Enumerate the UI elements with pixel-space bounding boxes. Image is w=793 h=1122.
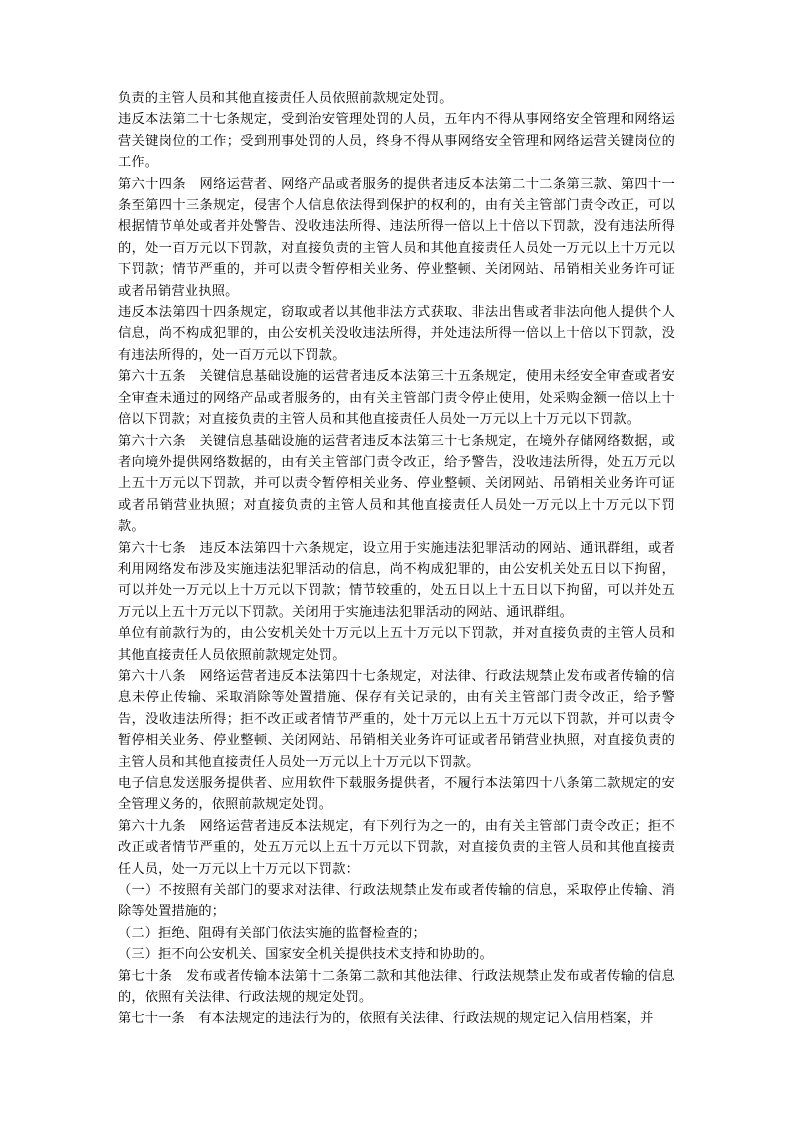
paragraph: 单位有前款行为的，由公安机关处十万元以上五十万元以下罚款，并对直接负责的主管人员和其他直接责任人员依照前款规定处罚。 <box>118 626 675 663</box>
paragraph: 第七十一条 有本法规定的违法行为的，依照有关法律、行政法规的规定记入信用档案，并 <box>118 1011 654 1027</box>
paragraph: 电子信息发送服务提供者、应用软件下载服务提供者，不履行本法第四十八条第二款规定的安全管理义务的，依照前款规定处罚。 <box>118 776 675 813</box>
paragraph: （一）不按照有关部门的要求对法律、行政法规禁止发布或者传输的信息，采取停止传输、消除等处置措施的； <box>118 883 675 920</box>
paragraph: 第六十九条 网络运营者违反本法规定，有下列行为之一的，由有关主管部门责令改正；拒不改正或者情节严重的，处五万元以上五十万元以下罚款，对直接负责的主管人员和其他直接责任人员，处一万元以上十万元以下罚款： <box>118 818 675 877</box>
paragraph: 违反本法第四十四条规定，窃取或者以其他非法方式获取、非法出售或者非法向他人提供个人信息，尚不构成犯罪的，由公安机关没收违法所得，并处违法所得一倍以上十倍以下罚款，没有违法所得的，处一百万元以下罚款。 <box>118 305 675 363</box>
document-body <box>118 88 675 1030</box>
paragraph: （二）拒绝、阻碍有关部门依法实施的监督检查的； <box>118 925 426 941</box>
paragraph: 第六十七条 违反本法第四十六条规定，设立用于实施违法犯罪活动的网站、通讯群组，或者利用网络发布涉及实施违法犯罪活动的信息，尚不构成犯罪的，由公安机关处五日以下拘留，可以并处一万元以上十万元以下罚款；情节较重的，处五日以上十五日以下拘留，可以并处五万元以上五十万元以下罚款。关闭用于实施违法犯罪活动的网站、通讯群组。 <box>118 540 675 620</box>
paragraph: 负责的主管人员和其他直接责任人员依照前款规定处罚。 <box>118 91 453 106</box>
paragraph: 第七十条 发布或者传输本法第十二条第二款和其他法律、行政法规禁止发布或者传输的信息的，依照有关法律、行政法规的规定处罚。 <box>118 968 675 1006</box>
paragraph: 第六十八条 网络运营者违反本法第四十七条规定，对法律、行政法规禁止发布或者传输的信息未停止传输、采取消除等处置措施、保存有关记录的，由有关主管部门责令改正，给予警告，没收违法所得；拒不改正或者情节严重的，处十万元以上五十万元以下罚款，并可以责令暂停相关业务、停业整顿、关闭网站、吊销相关业务许可证或者吊销营业执照，对直接负责的主管人员和其他直接责任人员处一万元以上十万元以下罚款。 <box>118 668 675 770</box>
paragraph: 违反本法第二十七条规定，受到治安管理处罚的人员，五年内不得从事网络安全管理和网络运营关键岗位的工作；受到刑事处罚的人员，终身不得从事网络安全管理和网络运营关键岗位的工作。 <box>118 112 675 171</box>
paragraph: 第六十六条 关键信息基础设施的运营者违反本法第三十七条规定，在境外存储网络数据，或者向境外提供网络数据的，由有关主管部门责令改正，给予警告，没收违法所得，处五万元以上五十万元以下罚款，并可以责令暂停相关业务、停业整顿、关闭网站、吊销相关业务许可证或者吊销营业执照；对直接负责的主管人员和其他直接责任人员处一万元以上十万元以下罚款。 <box>118 433 675 535</box>
paragraph: （三）拒不向公安机关、国家安全机关提供技术支持和协助的。 <box>118 947 493 963</box>
paragraph: 第六十五条 关键信息基础设施的运营者违反本法第三十五条规定，使用未经安全审查或者安全审查未通过的网络产品或者服务的，由有关主管部门责令停止使用，处采购金额一倍以上十倍以下罚款；对直接负责的主管人员和其他直接责任人员处一万元以上十万元以下罚款。 <box>118 369 675 428</box>
paragraph: 第六十四条 网络运营者、网络产品或者服务的提供者违反本法第二十二条第三款、第四十一条至第四十三条规定，侵害个人信息依法得到保护的权利的，由有关主管部门责令改正，可以根据情节单处或者并处警告、没收违法所得、违法所得一倍以上十倍以下罚款，没有违法所得的，处一百万元以下罚款，对直接负责的主管人员和其他直接责任人员处一万元以上十万元以下罚款；情节严重的，并可以责令暂停相关业务、停业整顿、关闭网站、吊销相关业务许可证或者吊销营业执照。 <box>118 176 675 299</box>
